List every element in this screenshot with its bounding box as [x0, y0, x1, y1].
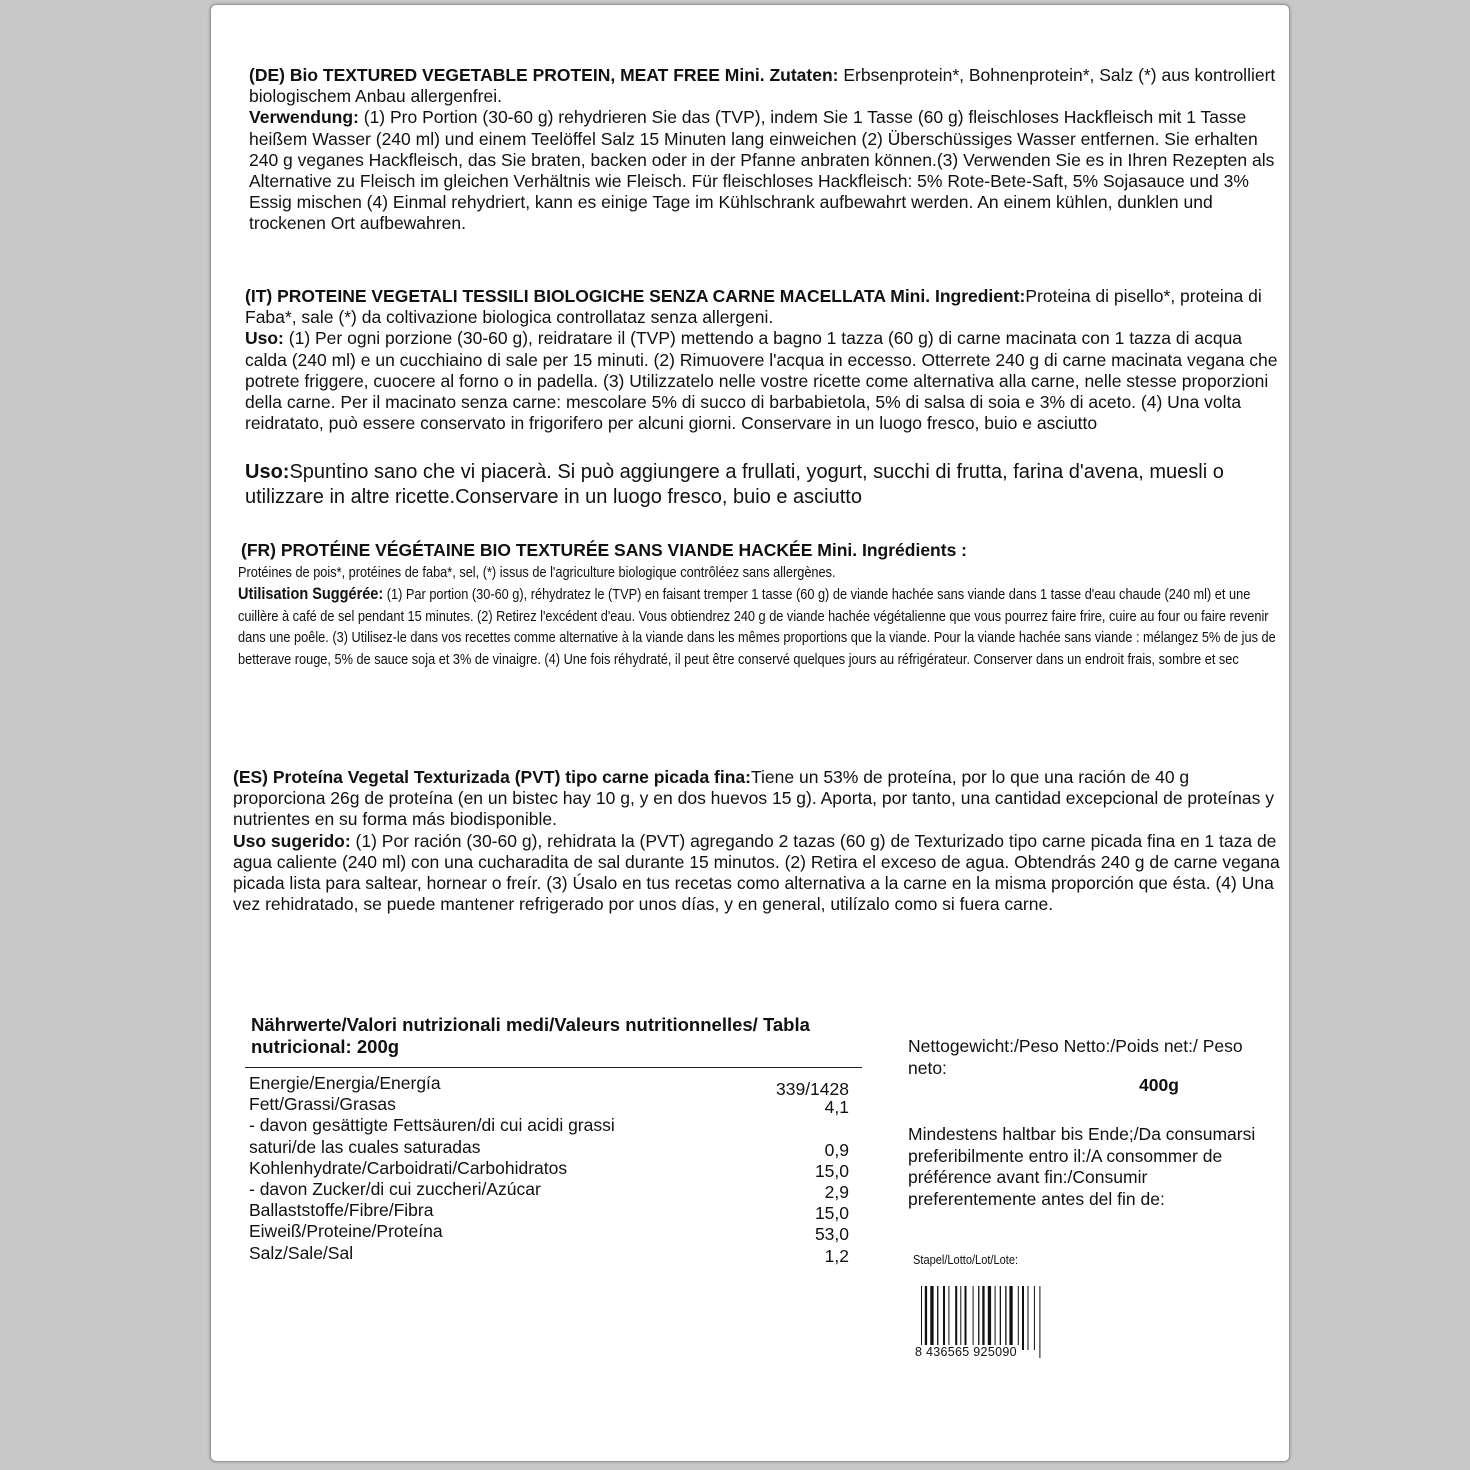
- lot-label: Stapel/Lotto/Lot/Lote:: [913, 1252, 1019, 1267]
- nutrition-label: Ballaststoffe/Fibre/Fibra: [249, 1200, 434, 1221]
- label-sheet: [210, 4, 1290, 1462]
- nutrition-value: 2,9: [824, 1182, 849, 1203]
- it-ingredients: Proteina di pisello*, proteina di Faba*, sale (*) da coltivazione biologica controllataz senza allergeni.: [245, 286, 1262, 328]
- nutrition-value: 339/1428: [776, 1079, 849, 1099]
- es-title: (ES) Proteína Vegetal Texturizada (PVT) tipo carne picada fina:: [233, 767, 751, 787]
- nutrition-title: Nährwerte/Valori nutrizionali medi/Valeurs nutritionnelles/ Tabla nutricional: 200g: [251, 1014, 810, 1057]
- nutrition-label: Kohlenhydrate/Carboidrati/Carbohidratos: [249, 1157, 568, 1178]
- it-use2-label: Uso:: [245, 461, 290, 483]
- es-use-label: Uso sugerido:: [233, 830, 351, 851]
- section-it-snack: [245, 460, 1285, 510]
- barcode-bar: [1005, 1286, 1006, 1350]
- nutrition-value: 4,1: [824, 1097, 849, 1118]
- nutrition-value: 53,0: [814, 1224, 849, 1245]
- barcode: [913, 1286, 1073, 1376]
- section-fr: [238, 563, 1285, 671]
- nutrition-table: [249, 1073, 849, 1264]
- net-weight-label: Nettogewicht:/Peso Netto:/Poids net:/ Peso neto:: [908, 1036, 1243, 1078]
- barcode-bar: [1022, 1286, 1024, 1350]
- nutrition-value: 15,0: [814, 1160, 849, 1181]
- de-ingredients: Erbsenprotein*, Bohnenprotein*, Salz (*) aus kontrolliert biologischem Anbau allergenfrei.: [249, 65, 1276, 107]
- de-use-label: Verwendung:: [249, 107, 359, 128]
- nutrition-row: [249, 1243, 849, 1264]
- nutrition-row: [249, 1200, 849, 1224]
- nutrition-label: - davon gesättigte Fettsäuren/di cui acidi grassi saturi/de las cuales saturadas: [249, 1115, 615, 1157]
- barcode-bar: [930, 1286, 933, 1350]
- barcode-bar: [960, 1286, 961, 1350]
- nutrition-value: 1,2: [824, 1245, 849, 1266]
- net-weight-value: 400g: [1139, 1075, 1179, 1095]
- fr-heading: [241, 540, 1281, 561]
- it-use-label: Uso:: [245, 328, 284, 349]
- barcode-bar: [943, 1286, 945, 1350]
- nutrition-divider: [245, 1067, 862, 1068]
- nutrition-row: [249, 1179, 849, 1203]
- fr-use-label: Utilisation Suggérée:: [238, 585, 384, 604]
- barcode-bar: [1009, 1286, 1012, 1350]
- barcode-bar: [955, 1286, 957, 1350]
- nutrition-row: [249, 1221, 849, 1245]
- barcode-bar: [978, 1286, 979, 1350]
- de-title: (DE) Bio TEXTURED VEGETABLE PROTEIN, MEAT FREE Mini. Zutaten:: [249, 65, 839, 85]
- barcode-bar: [1018, 1286, 1019, 1350]
- nutrition-row: [249, 1115, 849, 1160]
- barcode-bar: [995, 1286, 996, 1350]
- barcode-bar: [1039, 1286, 1040, 1358]
- it-title: (IT) PROTEINE VEGETALI TESSILI BIOLOGICHE SENZA CARNE MACELLATA Mini. Ingredient:: [245, 286, 1026, 306]
- nutrition-row: [249, 1094, 849, 1118]
- barcode-bar: [965, 1286, 967, 1350]
- barcode-bar: [1000, 1286, 1001, 1350]
- nutrition-label: Fett/Grassi/Grasas: [249, 1094, 396, 1115]
- es-intro: Tiene un 53% de proteína, por lo que una ración de 40 g proporciona 26g de proteína (en un bistec hay 10 g, y en dos huevos 15 g). Aporta, por tanto, una cantidad excepcional de proteínas y nutrientes en su forma más biodisponible.: [233, 767, 1274, 830]
- fr-use-text: (1) Par portion (30-60 g), réhydratez le (TVP) en faisant tremper 1 tasse (60 g) de viande hachée sans viande dans 1 tasse d'eau chaude (240 ml) et une cuillère à café de sel pendant 15 minutes. (2) Retirez l'excédent d'eau. Vous obtiendrez 240 g de viande hachée végétalienne que vous pourrez faire frire, cuire au four ou faire revenir dans une poêle. (3) Utilisez-le dans vos recettes comme alternative à la viande dans les mêmes proportions que la viande. Pour la viande hachée sans viande : mélangez 5% de jus de betterave rouge, 5% de sauce soja et 3% de vinaigre. (4) Une fois réhydraté, il peut être conservé quelques jours au réfrigérateur. Conserver dans un endroit frais, sombre et sec: [238, 587, 1276, 668]
- it-use2-text: Spuntino sano che vi piacerà. Si può aggiungere a frullati, yogurt, succhi di frutta, farina d'avena, muesli o utilizzare in altre ricette.Conservare in un luogo fresco, buio e asciutto: [245, 461, 1224, 508]
- nutrition-label: Energie/Energia/Energía: [249, 1073, 441, 1093]
- nutrition-label: - davon Zucker/di cui zuccheri/Azúcar: [249, 1179, 541, 1200]
- fr-title: (FR) PROTÉINE VÉGÉTAINE BIO TEXTURÉE SANS VIANDE HACKÉE Mini. Ingrédients :: [241, 540, 967, 560]
- barcode-bar: [937, 1286, 938, 1350]
- nutrition-value: 0,9: [824, 1139, 849, 1160]
- it-use-text: (1) Per ogni porzione (30-60 g), reidratare il (TVP) mettendo a bagno 1 tazza (60 g) di carne macinata con 1 tazza di acqua calda (240 ml) e un cucchiaino di sale per 15 minuti. (2) Rimuovere l'acqua in eccesso. Otterrete 240 g di carne macinata vegana che potrete friggere, cuocere al forno o in padella. (3) Utilizzatelo nelle vostre ricette come alternativa alla carne, nelle stesse proporzioni della carne. Per il macinato senza carne: mescolare 5% di succo di barbabietola, 5% di salsa di soia e 3% di aceto. (4) Una volta reidratato, può essere conservato in frigorifero per alcuni giorni. Conservare in un luogo fresco, buio e asciutto: [245, 328, 1278, 434]
- nutrition-row: [249, 1073, 849, 1099]
- barcode-bar: [948, 1286, 949, 1350]
- barcode-digits: 8 436565 925090: [915, 1345, 1017, 1359]
- barcode-bar: [973, 1286, 974, 1350]
- nutrition-row: [249, 1158, 849, 1179]
- nutrition-value: 15,0: [814, 1203, 849, 1224]
- nutrition-label: Eiweiß/Proteine/Proteína: [249, 1221, 443, 1242]
- nutrition-label: Salz/Sale/Sal: [249, 1242, 354, 1263]
- es-use-text: (1) Por ración (30-60 g), rehidrata la (PVT) agregando 2 tazas (60 g) de Texturizado tipo carne picada fina en 1 taza de agua caliente (240 ml) con una cucharadita de sal durante 15 minutos. (2) Retira el exceso de agua. Obtendrás 240 g de carne vegana picada lista para saltear, hornear o freír. (3) Úsalo en tus recetas como alternativa a la carne en la misma proporción que ésta. (4) Una vez rehidratado, se puede mantener refrigerado por unos días, y en general, utilízalo como si fuera carne.: [233, 830, 1280, 915]
- barcode-bar: [1034, 1286, 1035, 1350]
- section-es: [233, 767, 1285, 915]
- de-use-text: (1) Pro Portion (30-60 g) rehydrieren Sie das (TVP), indem Sie 1 Tasse (60 g) fleischloses Hackfleisch mit 1 Tasse heißem Wasser (240 ml) und einem Teelöffel Salz 15 Minuten lang einweichen (2) Überschüssiges Wasser entfernen. Sie erhalten 240 g veganes Hackfleisch, das Sie braten, backen oder in der Pfanne anbraten können.(3) Verwenden Sie es in Ihren Rezepten als Alternative zu Fleisch im gleichen Verhältnis wie Fleisch. Für fleischloses Hackfleisch: 5% Rote-Bete-Saft, 5% Sojasauce und 3% Essig mischen (4) Einmal rehydriert, kann es einige Tage im Kühlschrank aufbewahrt werden. An einem kühlen, dunklen und trockenen Ort aufbewahren.: [249, 107, 1275, 234]
- section-de: [249, 65, 1279, 235]
- section-it: [245, 286, 1285, 434]
- best-before-label: Mindestens haltbar bis Ende;/Da consumarsi preferibilmente entro il:/A consommer de préférence avant fin:/Consumir preferentemente antes del fin de:: [908, 1124, 1256, 1209]
- fr-ingredients: Protéines de pois*, protéines de faba*, sel, (*) issus de l'agriculture biologique contrôléez sans allergènes.: [238, 565, 836, 581]
- barcode-bar: [1028, 1286, 1029, 1350]
